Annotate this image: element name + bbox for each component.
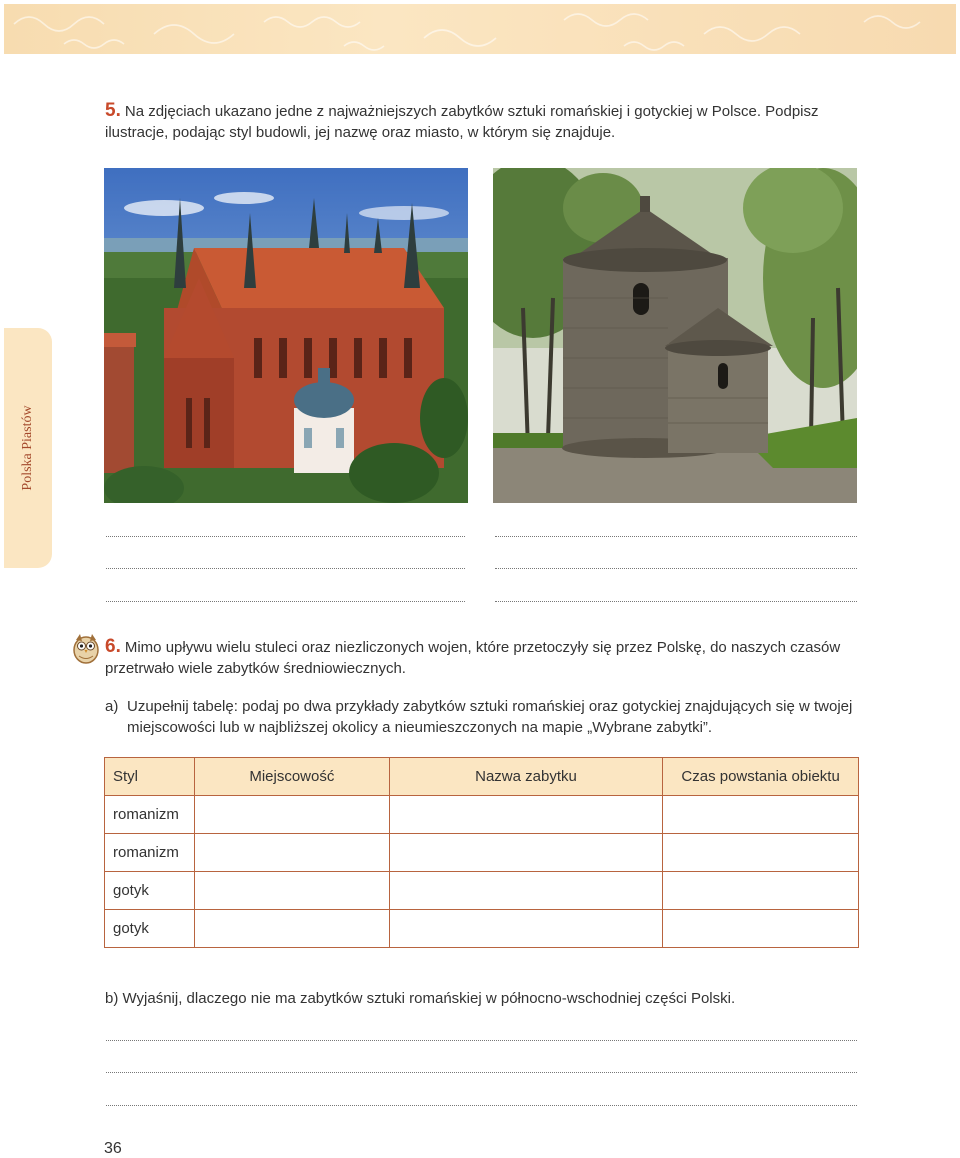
answer-line-left-3[interactable] xyxy=(106,601,465,602)
table-cell-input[interactable] xyxy=(663,910,859,948)
answer-line-left-1[interactable] xyxy=(106,536,465,537)
answer-line-right-3[interactable] xyxy=(495,601,857,602)
table-cell-input[interactable] xyxy=(194,872,389,910)
table-header: Czas powstania obiektu xyxy=(663,758,859,796)
task-6 xyxy=(105,636,865,679)
table-cell-input[interactable] xyxy=(663,796,859,834)
header-banner xyxy=(4,4,956,54)
photo-gothic-cathedral xyxy=(104,168,468,503)
task-6b xyxy=(105,988,865,1009)
page-number: 36 xyxy=(104,1140,122,1157)
owl-icon xyxy=(72,632,100,664)
monuments-table xyxy=(104,757,859,948)
table-header-row xyxy=(105,758,859,796)
table-cell-input[interactable] xyxy=(194,796,389,834)
table-row xyxy=(105,872,859,910)
table-cell-input[interactable] xyxy=(389,834,663,872)
table-cell-style: romanizm xyxy=(105,834,195,872)
table-cell-input[interactable] xyxy=(663,834,859,872)
table-cell-style: gotyk xyxy=(105,872,195,910)
answer-line-right-2[interactable] xyxy=(495,568,857,569)
task-6-number: 6. xyxy=(105,636,121,657)
table-cell-input[interactable] xyxy=(663,872,859,910)
table-row xyxy=(105,910,859,948)
table-row xyxy=(105,834,859,872)
table-header: Miejscowość xyxy=(194,758,389,796)
side-tab xyxy=(4,328,52,568)
answer-line-6b-2[interactable] xyxy=(106,1072,857,1073)
task-6a-text: Uzupełnij tabelę: podaj po dwa przykłady zabytków sztuki romańskiej oraz gotyckiej znajdujących się w twojej miejscowości lub w najbliższej okolicy a nieumieszczonych na mapie „Wybrane zabytki”. xyxy=(127,698,853,736)
task-6a-label: a) xyxy=(105,698,119,715)
task-5-text: Na zdjęciach ukazano jedne z najważniejszych zabytków sztuki romańskiej i gotyckiej w Polsce. Podpisz ilustracje, podając styl budowli, jej nazwę oraz miasto, w którym się znajduje. xyxy=(105,103,819,141)
side-tab-label: Polska Piastów xyxy=(20,405,35,491)
table-cell-input[interactable] xyxy=(389,910,663,948)
table-header: Styl xyxy=(105,758,195,796)
table-cell-input[interactable] xyxy=(389,796,663,834)
table-cell-style: romanizm xyxy=(105,796,195,834)
answer-line-6b-3[interactable] xyxy=(106,1105,857,1106)
task-6b-text: Wyjaśnij, dlaczego nie ma zabytków sztuki romańskiej w północno-wschodniej części Polski. xyxy=(122,990,736,1007)
decorative-script-pattern xyxy=(4,4,956,54)
answer-line-right-1[interactable] xyxy=(495,536,857,537)
table-cell-input[interactable] xyxy=(194,910,389,948)
photo-romanesque-rotunda xyxy=(493,168,857,503)
task-5 xyxy=(105,100,865,143)
table-row xyxy=(105,796,859,834)
table-header: Nazwa zabytku xyxy=(389,758,663,796)
answer-line-6b-1[interactable] xyxy=(106,1040,857,1041)
task-5-number: 5. xyxy=(105,100,121,121)
task-6-text: Mimo upływu wielu stuleci oraz niezliczonych wojen, które przetoczyły się przez Polskę, do naszych czasów przetrwało wiele zabytków średniowiecznych. xyxy=(105,639,841,677)
task-6a xyxy=(105,696,865,738)
table-cell-input[interactable] xyxy=(194,834,389,872)
task-6b-label: b) xyxy=(105,990,119,1007)
answer-line-left-2[interactable] xyxy=(106,568,465,569)
table-cell-input[interactable] xyxy=(389,872,663,910)
table-cell-style: gotyk xyxy=(105,910,195,948)
